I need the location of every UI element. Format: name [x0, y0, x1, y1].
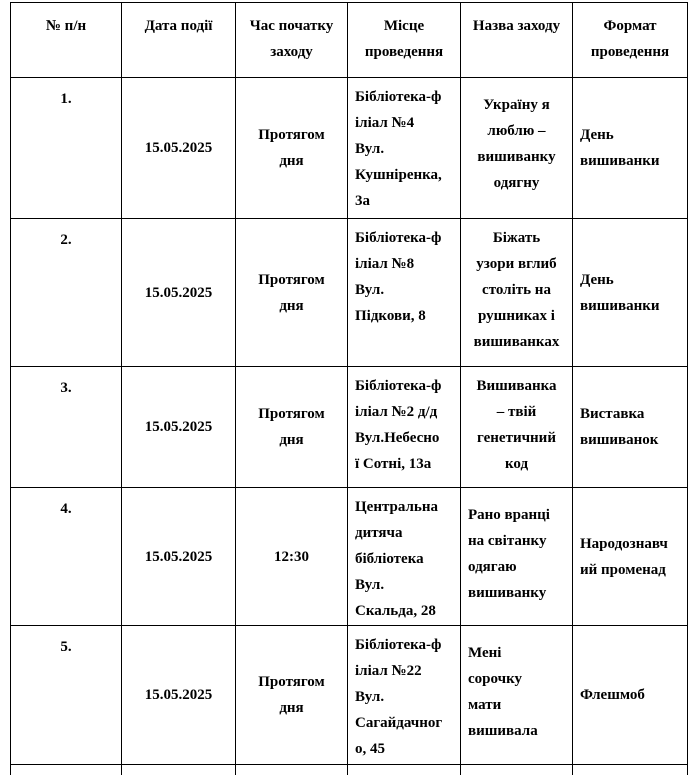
- cell-place: Бібліотека-ф іліал №2 д/д Вул.Небесно ї Сотні, 13а: [348, 367, 461, 488]
- header-num: № п/н: [11, 3, 122, 78]
- table-row: [11, 488, 688, 626]
- cell-title: Рано вранці на світанку одягаю вишиванку: [461, 488, 573, 626]
- cell-num: 2.: [11, 219, 122, 367]
- cell-date: 15.05.2025: [122, 626, 236, 765]
- cell-title: Вишиванка – твій генетичний код: [461, 367, 573, 488]
- header-row: [11, 3, 688, 78]
- cell-format: Виставка вишиванок: [573, 367, 688, 488]
- cell-date: 15.05.2025: [122, 78, 236, 219]
- cell-num: 5.: [11, 626, 122, 765]
- cell-format: День вишиванки: [573, 219, 688, 367]
- cell-time: Протягом дня: [236, 219, 348, 367]
- table-row: [11, 367, 688, 488]
- header-date: Дата події: [122, 3, 236, 78]
- cell-date: 15.05.2025: [122, 488, 236, 626]
- cell-time: Протягом дня: [236, 78, 348, 219]
- cell-title: Україну я люблю – вишиванку одягну: [461, 78, 573, 219]
- header-title: Назва заходу: [461, 3, 573, 78]
- cell-place: Центральна дитяча бібліотека Вул. Скальда, 28: [348, 488, 461, 626]
- table-row-partial: [11, 765, 688, 775]
- cell-num: 1.: [11, 78, 122, 219]
- cell-num: 3.: [11, 367, 122, 488]
- cell-place: Бібліотека-ф іліал №22 Вул. Сагайдачног о, 45: [348, 626, 461, 765]
- table-row: [11, 626, 688, 765]
- cell-time: 12:30: [236, 488, 348, 626]
- cell-date: 15.05.2025: [122, 219, 236, 367]
- events-table: [10, 2, 688, 775]
- cell-date: 15.05.2025: [122, 367, 236, 488]
- cell-time: Протягом дня: [236, 367, 348, 488]
- cell-title: Мені сорочку мати вишивала: [461, 626, 573, 765]
- cell-format: День вишиванки: [573, 78, 688, 219]
- cell-time: Протягом дня: [236, 626, 348, 765]
- table-row: [11, 219, 688, 367]
- cell-title: Біжать узори вглиб століть на рушниках і вишиванках: [461, 219, 573, 367]
- cell-num: 4.: [11, 488, 122, 626]
- header-place: Місце проведення: [348, 3, 461, 78]
- header-format: Формат проведення: [573, 3, 688, 78]
- cell-place: Бібліотека-ф іліал №4 Вул. Кушніренка, 3а: [348, 78, 461, 219]
- cell-format: Флешмоб: [573, 626, 688, 765]
- cell-place: Бібліотека-ф іліал №8 Вул. Підкови, 8: [348, 219, 461, 367]
- cell-format: Народознавч ий променад: [573, 488, 688, 626]
- table-row: [11, 78, 688, 219]
- header-time: Час початку заходу: [236, 3, 348, 78]
